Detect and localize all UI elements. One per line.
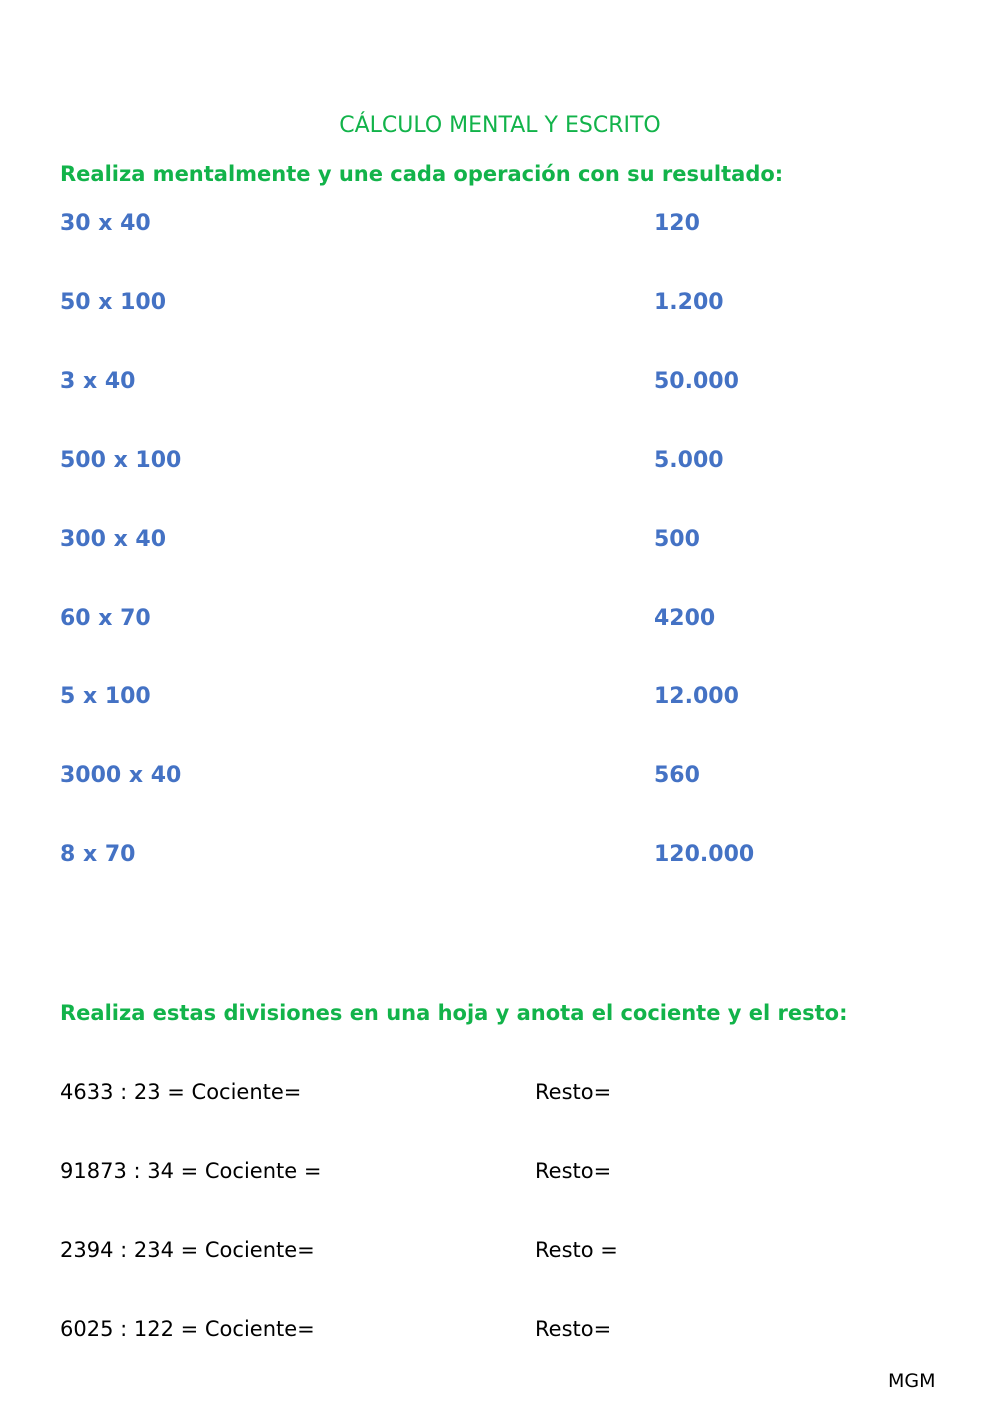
result-6: 4200 [654, 606, 716, 631]
operation-5: 300 x 40 [60, 527, 167, 552]
operation-6: 60 x 70 [60, 606, 151, 631]
operation-7: 5 x 100 [60, 684, 151, 709]
division-2: 91873 : 34 = Cociente = [60, 1159, 322, 1183]
result-4: 5.000 [654, 448, 724, 473]
author-initials: MGM [888, 1370, 936, 1392]
section2-instruction: Realiza estas divisiones en una hoja y anota el cociente y el resto: [60, 1001, 848, 1025]
operation-1: 30 x 40 [60, 211, 151, 236]
operation-9: 8 x 70 [60, 842, 136, 867]
remainder-label-1: Resto= [535, 1080, 612, 1104]
division-1: 4633 : 23 = Cociente= [60, 1080, 302, 1104]
result-9: 120.000 [654, 842, 755, 867]
division-4: 6025 : 122 = Cociente= [60, 1317, 315, 1341]
operation-8: 3000 x 40 [60, 763, 182, 788]
page-title: CÁLCULO MENTAL Y ESCRITO [339, 113, 661, 138]
result-2: 1.200 [654, 290, 724, 315]
result-8: 560 [654, 763, 700, 788]
remainder-label-3: Resto = [535, 1238, 618, 1262]
result-5: 500 [654, 527, 700, 552]
operation-2: 50 x 100 [60, 290, 167, 315]
remainder-label-4: Resto= [535, 1317, 612, 1341]
division-3: 2394 : 234 = Cociente= [60, 1238, 315, 1262]
operation-4: 500 x 100 [60, 448, 182, 473]
result-3: 50.000 [654, 369, 739, 394]
section1-instruction: Realiza mentalmente y une cada operación con su resultado: [60, 162, 784, 186]
result-1: 120 [654, 211, 700, 236]
remainder-label-2: Resto= [535, 1159, 612, 1183]
operation-3: 3 x 40 [60, 369, 136, 394]
result-7: 12.000 [654, 684, 739, 709]
